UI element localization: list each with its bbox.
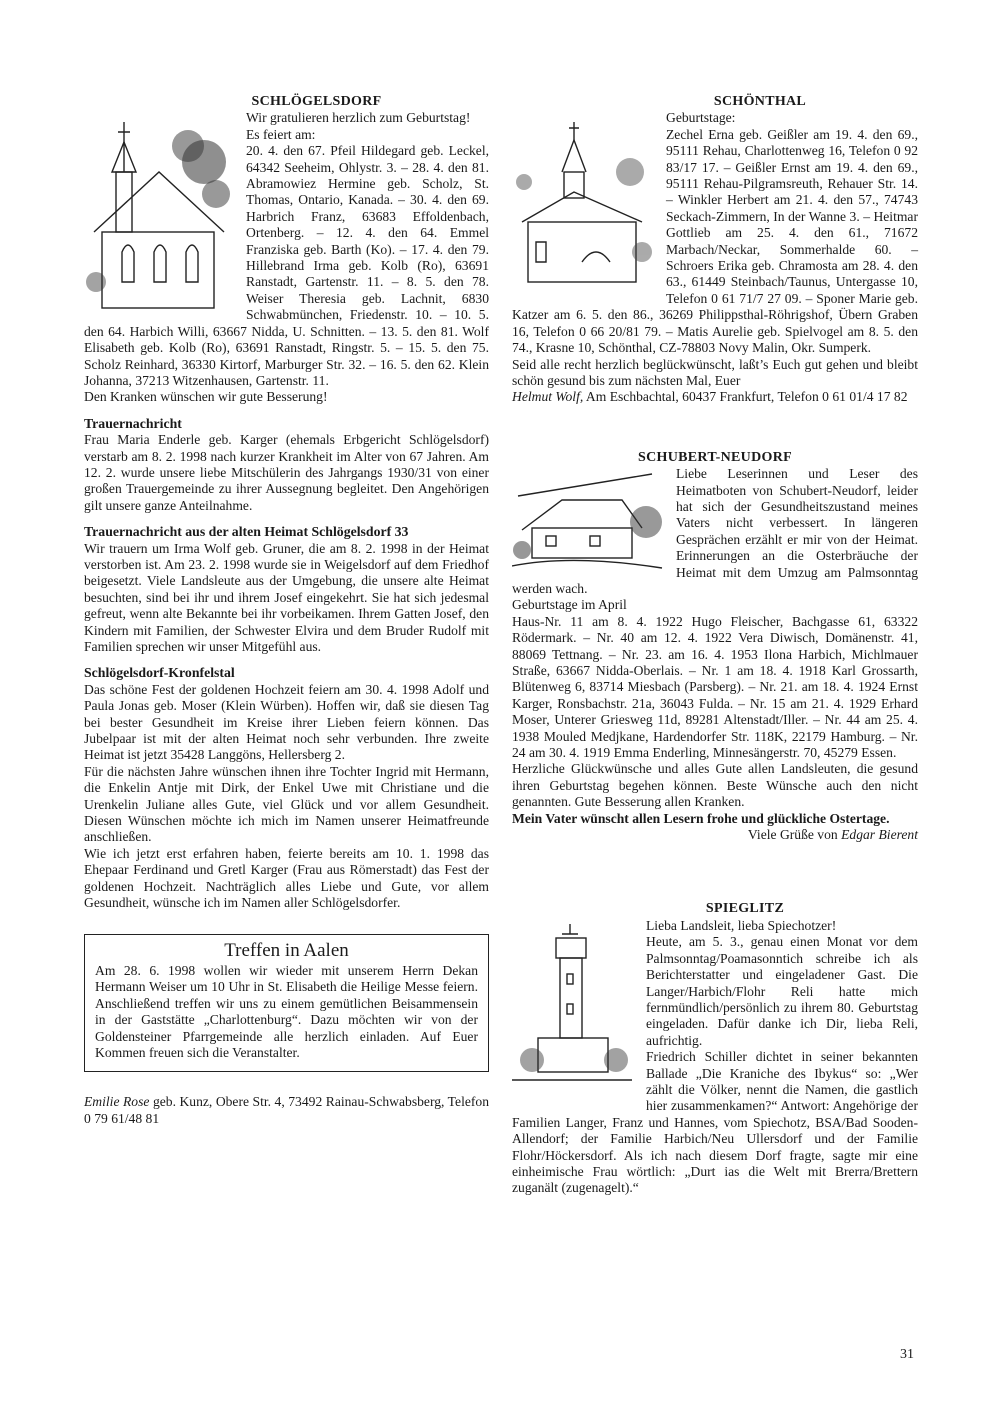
spieglitz-p2: Heute, am 5. 3., genau einen Monat vor dem Palmsonntag/Poamasonntich schreibe ich als Berichterstatter und eingeladener Gast. Die Langer/Harbich/Flohr Reli hatte mich fernmündlich/persönlich zu ihrem 80. Geburtstag eingeladen. Dafür danke ich Dir, lieba Reli, aufrichtig.: [646, 934, 918, 1048]
treffen-box: [84, 934, 489, 1073]
footer-name: Emilie Rose: [84, 1094, 150, 1110]
heading-schoenthal: SCHÖNTHAL: [713, 94, 807, 109]
schoenthal-birthdays: Zechel Erna geb. Geißler am 19. 4. den 69., 95111 Rehau, Charlottenweg 16, Telefon 0 92 83/17 17. – Geißler Ernst am 19. 4. den 69., 95111 Rehau-Pilgramsreuth, Rehauer Str. 14. – Winkler Herbert am 21. 4. den 57., 74743 Seckach-Zimmern, In der Wanne 3. – Heitmar Gottlieb am 25. 4. den 61., 71672 Marbach/Neckar, Sommerhalde 60. – Schroers Erika geb. Chramosta am 28. 4. den 63., 61449 Steinbach/Taunus, Untergasse 10, Telefon 0 61 71/7 27 09. – Sponer Marie geb. Katzer am 6. 5. den 86., 36269 Philippsthal-Röhrigshof, Übern Graben 16, Telefon 0 66 20/81 79. – Matis Aurelie geb. Spielvogel am 8. 5. den 74., Krasne 10, Schönthal, CZ-78803 Novy Malin, Okr. Sumperk.: [512, 126, 918, 356]
right-column: [512, 94, 918, 1197]
page-number: 31: [900, 1347, 914, 1362]
greeting-text: Viele Grüße von: [747, 827, 838, 843]
kronfelstal-p2: Für die nächsten Jahre wünschen ihnen ihre Tochter Ingrid mit Hermann, die Enkelin Antje mit Dirk, der Enkel Uwe mit Christiane und die Urenkelin Juliane alles Gute, viel Glück und vor allem Gesundheit. Diesen Wünschen möchte ich mich im Namen unserer Heimatfreunde anschließen.: [84, 763, 489, 845]
schoenthal-signature: [512, 389, 918, 405]
left-column: [84, 94, 489, 1127]
author-address: Am Eschbachtal, 60437 Frankfurt, Telefon 0 61 01/4 17 82: [585, 389, 908, 405]
author-name: Helmut Wolf,: [512, 389, 584, 405]
footer-address: geb. Kunz, Obere Str. 4, 73492 Rainau-Schwabsberg, Telefon 0 79 61/48 81: [84, 1094, 489, 1126]
sick-wish: Den Kranken wünschen wir gute Besserung!: [84, 389, 328, 405]
farmhouse-sketch-icon: [512, 470, 664, 574]
birthday-list: 20. 4. den 67. Pfeil Hildegard geb. Leckel, 64342 Seeheim, Ohlystr. 3. – 28. 4. den 81. Abramowiez Hermine geb. Scholz, St. Thomas, Ontario, Kanada. – 30. 4. den 69. Harbrich Franz, 63683 Effoldenbach, Ortenberg. – 12. 4. den 64. Emmel Franziska geb. Barth (Ko). – 17. 4. den 79. Hillebrand Irma geb. Kolb (Ro), 63691 Ranstadt, Gartenstr. 11. – 8. 5. den 78. Weiser Theresia geb. Lachnit, 6830 Schwabmünchen, Friedenstr. 10. – 10. 5. den 64. Harbich Willi, 63667 Nidda, U. Schnitten. – 13. 5. den 81. Wolf Elisabeth geb. Kolb (Ro), 63691 Ranstadt, Ringstr. 5. – 15. 5. den 75. Scholz Reinhard, 36330 Kirtorf, Marburger Str. 32. – 16. 5. den 62. Klein Johanna, 37213 Witzenhausen, Gartenstr. 11.: [84, 143, 489, 388]
spieglitz-p3: Friedrich Schiller dichtet in seiner bekannten Ballade „Die Kraniche des Ibykus“ so: „Wer zählt die Völker, nennt die Namen, die gastlich hier zusammenkamen?“ Antwort: Angehörige der Familien Langer, Franz und Hannes, vom Spiechotz, BSA/Bad Sooden-Allendorf; der Familie Harbich/Neu Ullersdorf und der Familie Flohr/Höckersdorf. Als ich nach diesem Dorf fragte, sagte mir eine einheimische Frau wörtlich: „Durt ias die Welt mit Brerra/Brettern zuganält (zugenagelt).“: [512, 1049, 918, 1196]
chapel-illustration: [512, 112, 656, 292]
intro-text: Es feiert am:: [246, 126, 316, 142]
treffen-heading: Treffen in Aalen: [224, 939, 349, 961]
tower-illustration: [512, 920, 636, 1098]
church-illustration: [84, 112, 232, 312]
kronfelstal-p3: Wie ich jetzt erst erfahren haben, feierte bereits am 10. 1. 1998 das Ehepaar Ferdinand und Gretl Karger (Frau aus Römerstadt) das Fest der goldenen Hochzeit. Nachträglich alles Liebe und Gute, vor allem Gesundheit, wünsche ich im Namen aller Schlögelsdorfer.: [84, 845, 489, 911]
schubert-p2: Herzliche Glückwünsche und alles Gute allen Landsleuten, die gesund ihren Geburtstag begehen können. Beste Wünsche auch den nicht genannten. Gute Besserung allen Kranken.: [512, 761, 918, 810]
heading-trauer: Trauernachricht: [84, 415, 182, 431]
spieglitz-p1: Lieba Landsleit, lieba Spiechotzer!: [646, 917, 837, 933]
schoenthal-intro: Geburtstage:: [666, 110, 736, 126]
treffen-text: Am 28. 6. 1998 wollen wir wieder mit unserem Herrn Dekan Hermann Weiser um 10 Uhr in St. Elisabeth die Heilige Messe feiern. Anschließend treffen wir uns zu einem gemütlichen Beisammensein in der Gaststätte „Charlottenburg“. Dazu möchten wir von der Goldensteiner Pfarrgemeinde alle herzlich einladen. Auf Euer Kommen freuen sich die Veranstalter.: [95, 962, 478, 1060]
trauer-heimat-text: Wir trauern um Irma Wolf geb. Gruner, die am 8. 2. 1998 in der Heimat verstorben ist. Am 23. 2. 1998 wurde sie in Weigelsdorf auf dem Friedhof beigesetzt. Viele Landsleute aus der Umgebung, die unsere alte Heimat besuchten, sind bei ihr und ihrem Josef eingekehrt. Sie hat sich jedesmal gefreut, wenn alte Bekannte bei ihr vorbeikamen. Ihrem Gatten Josef, den Kindern mit Familien, der Schwester Elvira und dem Bruder Rudolf mit Familien sprechen wir unser Mitgefühl aus.: [84, 540, 489, 654]
greeting: Wir gratulieren herzlich zum Geburtstag!: [246, 110, 471, 126]
church-sketch-icon: [84, 112, 232, 312]
heading-kronfelstal: Schlögelsdorf-Kronfelstal: [84, 665, 235, 681]
schubert-bold-line: Mein Vater wünscht allen Lesern frohe und glückliche Ostertage.: [512, 810, 890, 826]
chapel-sketch-icon: [512, 112, 656, 292]
greeting-name: Edgar Bierent: [841, 827, 918, 843]
schoenthal-closing: Seid alle recht herzlich beglückwünscht, laßt’s Euch gut gehen und bleibt schön gesund bis zum nächsten Mal, Euer: [512, 356, 918, 388]
farmhouse-illustration: [512, 470, 664, 574]
kronfelstal-p1: Das schöne Fest der goldenen Hochzeit feiern am 30. 4. 1998 Adolf und Paula Jonas geb. Moser (Klein Würben). Hoffen wir, daß sie diesen Tag bei bester Gesundheit im Kreise ihrer Lieben feiern können. Das Jubelpaar ist mit der alten Heimat noch sehr verbunden. Ihre zweite Heimat ist jetzt 35428 Langgöns, Hellersberg 2.: [84, 681, 489, 763]
trauer-text: Frau Maria Enderle geb. Karger (ehemals Erbgericht Schlögelsdorf) verstarb am 8. 2. 1998 nach kurzer Krankheit im Alter von 67 Jahren. Am 12. 2. wurde unsere liebe Mitschülerin des Jahrgangs 1930/31 von einer großen Trauergemeinde zu ihrer Aussegnung begleitet. Den Angehörigen gilt unsere ganze Anteilnahme.: [84, 432, 489, 513]
heading-schloegelsdorf: SCHLÖGELSDORF: [251, 94, 382, 109]
heading-schubert-neudorf: SCHUBERT-NEUDORF: [638, 449, 792, 465]
schubert-p1: Liebe Leserinnen und Leser des Heimatboten von Schubert-Neudorf, leider hat sich der Gesundheitszustand meines Vaters nicht verbessert. In längeren Gesprächen erzählt er mir von der Heimat. Erinnerungen an die Osterbräuche der Heimat mit dem Umzug am Palmsonntag werden wach.: [512, 466, 918, 596]
schubert-greeting: [512, 827, 918, 843]
schubert-intro: Geburtstage im April: [512, 597, 627, 613]
tower-sketch-icon: [512, 920, 636, 1098]
footer-contact: [84, 1094, 489, 1127]
schubert-list: Haus-Nr. 11 am 8. 4. 1922 Hugo Fleischer, Bachgasse 61, 63322 Rödermark. – Nr. 40 am 12. 4. 1922 Vera Diwisch, Domänenstr. 41, 88069 Tettnang. – Nr. 23. am 16. 4. 1953 Ilona Harbich, Michlmauer Straße, 63667 Nidda-Oberlais. – Nr. 1 am 18. 4. 1918 Karl Grossarth, Blütenweg 6, 83714 Miesbach (Parsberg). – Nr. 21. am 18. 4. 1924 Ernst Karger, Ronsbachstr. 21a, 36043 Fulda. – Nr. 15 am 21. 4. 1929 Erhard Moser, Unterer Griesweg 11d, 89281 Altenstadt/Iller. – Nr. 44 am 25. 4. 1938 Mouled Medjkane, Hardendorfer Str. 118K, 22179 Hamburg. – Nr. 24 am 30. 4. 1919 Emma Enderling, Minnesängerstr. 70, 45279 Essen.: [512, 613, 918, 761]
heading-trauer-heimat: Trauernachricht aus der alten Heimat Schlögelsdorf 33: [84, 524, 409, 540]
heading-spieglitz: SPIEGLITZ: [705, 901, 785, 917]
